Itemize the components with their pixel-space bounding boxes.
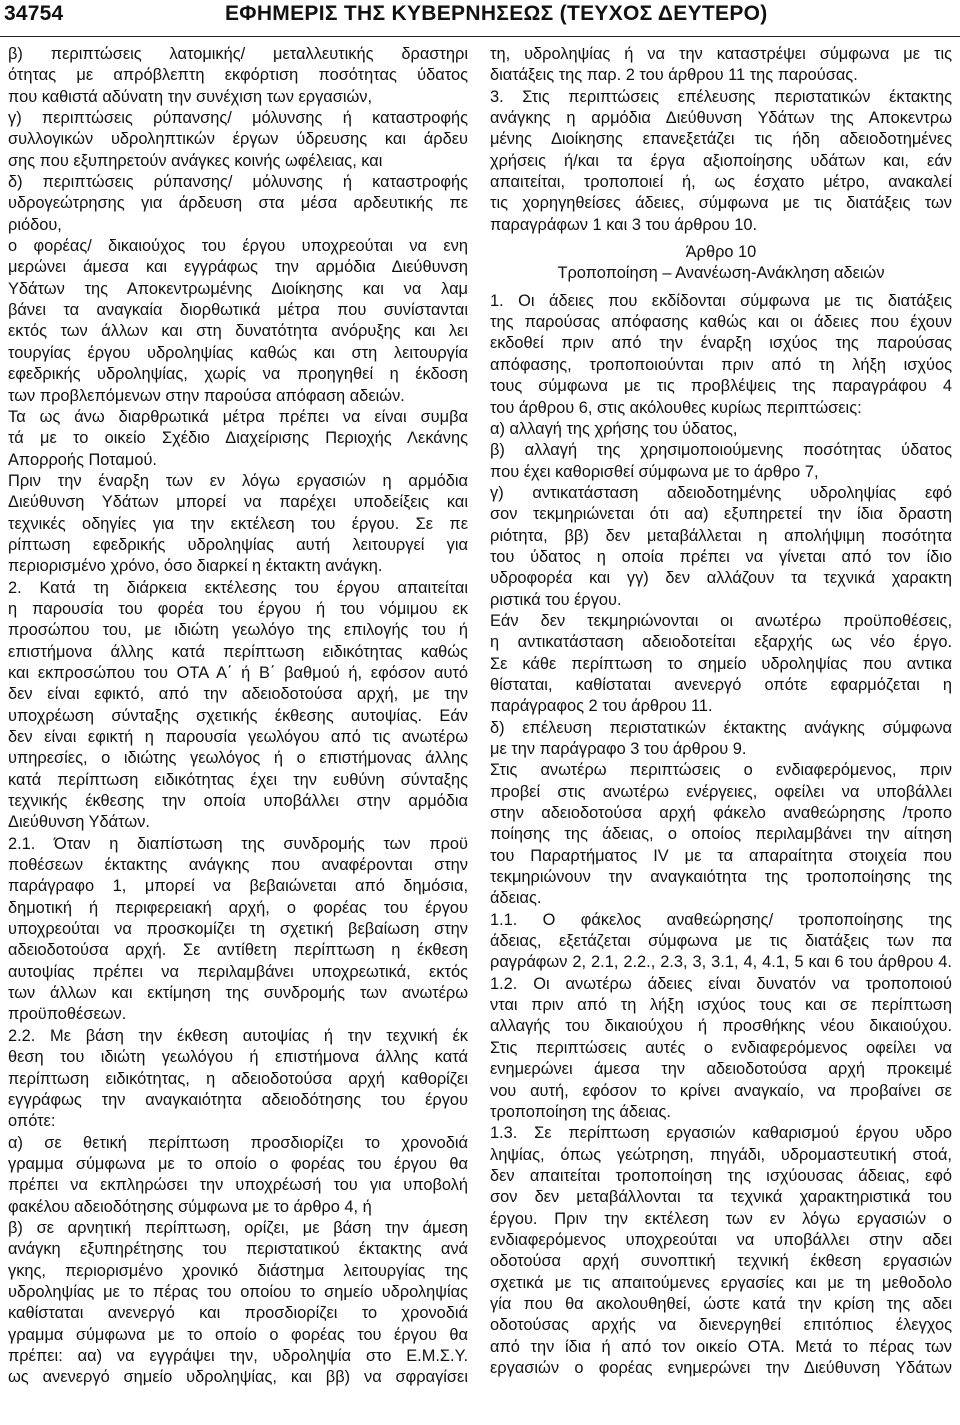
text-line: περίπτωση ειδικότητας, η αδειοδοτούσα αρχή καθορίζει	[8, 1069, 468, 1088]
text-line: τεχνικές οδηγίες για την εκτέλεση του έργου. Σε πε	[8, 514, 468, 533]
text-line: του ύδατος η οποία πρέπει να γίνεται από τον ίδιο	[490, 547, 952, 566]
text-line: πρέπει να εκπληρώσει την υποχρέωσή του για υποβολή	[8, 1176, 468, 1195]
text-line: από την ίδια ή από τον οικείο ΟΤΑ. Μετά το πέρας των	[490, 1337, 952, 1356]
text-line: ως ανενεργό σημείο υδροληψίας, και ββ) να σφραγίσει	[8, 1368, 468, 1387]
gazette-title: ΕΦΗΜΕΡΙΣ ΤΗΣ ΚΥΒΕΡΝΗΣΕΩΣ (ΤΕΥΧΟΣ ΔΕΥΤΕΡΟ)	[225, 2, 768, 25]
text-line: β) αλλαγή της χρησιμοποιούμενης ποσότητας ύδατος	[490, 441, 952, 460]
text-line: νται πριν από τη λήξη ισχύος τους και σε περίπτωση	[490, 996, 952, 1015]
text-line: εφεδρικής υδροληψίας, χωρίς να προηγηθεί η έκδοση	[8, 365, 468, 384]
text-line: εγγράφως την αναγκαιότητα αδειοδότησης του έργου	[8, 1090, 468, 1109]
text-line: εργασιών ο φορέας ενημερώνει την Διεύθυνση Υδάτων	[490, 1358, 952, 1377]
text-line: οδοτούσα αρχή συνοπτική τεχνική έκθεση εργασιών	[490, 1252, 952, 1271]
text-line: περιορισμένο χρόνο, όσο διαρκεί η έκτακτη ανάγκη.	[8, 557, 383, 576]
text-line: αυτοψίας πρέπει να περιλαμβάνει υποχρεωτικά, εκτός	[8, 962, 468, 981]
text-line: της παρούσας απόφασης καθώς και οι άδειες που έχουν	[490, 313, 952, 332]
text-line: υδροληψίας με το πέρας του οποίου το σημείο υδροληψίας	[8, 1282, 468, 1301]
text-line: ριότητα, ββ) δεν μεταβάλλεται η απολήψιμη ποσότητα	[490, 526, 952, 545]
text-line: 2. Κατά τη διάρκεια εκτέλεσης του έργου απαιτείται	[8, 578, 468, 597]
text-line: οπότε:	[8, 1112, 56, 1131]
text-line: ότητας με απρόβλεπτη εκφόρτιση ποσότητας ύδατος	[8, 66, 468, 85]
text-line: β) περιπτώσεις λατομικής/ μεταλλευτικής δραστηρι	[8, 45, 468, 63]
text-line: υποχρέωση σύνταξης σχετικής έκθεσης αυτοψίας. Εάν	[8, 706, 468, 725]
text-line: 1.3. Σε περίπτωση εργασιών καθαρισμού έργου υδρο	[490, 1124, 952, 1143]
text-line: τεκμηριώνουν την αναγκαιότητα της τροποποίησης της	[490, 868, 952, 887]
text-line: ενημερώνει άμεσα την αδειοδοτούσα αρχή προκειμέ	[490, 1060, 952, 1079]
text-line: με την παράγραφο 3 του άρθρου 9.	[490, 740, 747, 758]
text-line: δεν απαιτείται τροποποίηση της ισχύουσας άδειας, εφό	[490, 1166, 952, 1185]
text-line: φακέλου αδειοδότησης σύμφωνα με το άρθρο 4, ή	[8, 1197, 372, 1216]
text-line: τεχνικής έκθεσης την οποία υποβάλλει στην αρμόδια	[8, 792, 468, 811]
text-line: 1. Οι άδειες που εκδίδονται σύμφωνα με τις διατάξεις	[490, 291, 952, 310]
text-line: που έχει καθορισθεί σύμφωνα με το άρθρο 7,	[490, 462, 819, 481]
text-line: 3. Στις περιπτώσεις επέλευσης περιστατικών έκτακτης	[490, 87, 952, 106]
text-line: που καθιστά αδύνατη την συνέχιση των εργασιών,	[8, 87, 373, 106]
text-line: συλλογικών υδροληπτικών έργων ύδρευσης και άρδευ	[8, 130, 468, 149]
text-line: ριστικά του έργου.	[490, 590, 622, 609]
text-line: μερώνει άμεσα και εγγράφως την αρμόδια Διεύθυνση	[8, 258, 468, 277]
text-line: η παρουσία του φορέα του έργου ή του νόμιμου εκ	[8, 599, 468, 618]
page-number: 34754	[4, 2, 64, 25]
text-line: προϋποθέσεων.	[8, 1005, 127, 1024]
text-line: ριόδου,	[8, 215, 62, 234]
text-line: β) σε αρνητική περίπτωση, ορίζει, με βάση την άμεση	[8, 1218, 468, 1237]
text-line: θεση του ιδιώτη γεωλόγου ή επιστήμονα άλλης κατά	[8, 1048, 468, 1067]
text-line: ρίπτωση εφεδρικής υδροληψίας αυτή λειτουργεί για	[8, 535, 468, 554]
text-line: βάνει τα αναγκαία διορθωτικά μέτρα που συνίστανται	[8, 301, 468, 320]
text-line: σον δεν μεταβάλλονται τα τεχνικά χαρακτηριστικά του	[490, 1188, 952, 1207]
text-line: σον τεκμηριώνεται ότι αα) εξυπηρετεί την ίδια δραστη	[490, 505, 952, 524]
text-line: Διεύθυνση Υδάτων.	[8, 813, 150, 832]
right-text-column	[490, 44, 952, 1379]
text-line: δεν είναι εφικτό, από την αδειοδοτούσα αρχή, με την	[8, 685, 468, 704]
text-line: σχετικά με τις απαιτούμενες εργασίες και με τη μεθοδολο	[490, 1273, 952, 1292]
text-line: η αντικατάσταση αδειοδοτείται εξαρχής ως νέο έργο.	[490, 633, 952, 652]
text-line: άδειας, εξετάζεται σύμφωνα με τις διατάξεις των πα	[490, 932, 952, 951]
text-line: απαιτείται, τροποποιεί ή, ως έσχατο μέτρο, ανακαλεί	[490, 173, 952, 192]
text-line: απόφασης, τροποποιούνται πριν από τη λήξη ισχύος	[490, 355, 952, 374]
text-line: α) αλλαγή της χρήσης του ύδατος,	[490, 419, 738, 438]
text-line: εκτός των άλλων και στη δυνατότητα ανόρυξης και λει	[8, 322, 468, 341]
text-line: του άρθρου 6, στις ακόλουθες κυρίως περιπτώσεις:	[490, 398, 862, 417]
text-line: πρέπει: αα) να εγγράψει την, υδροληψία στο Ε.Μ.Σ.Υ.	[8, 1346, 468, 1365]
text-line: διατάξεις της παρ. 2 του άρθρου 11 της παρούσας.	[490, 66, 858, 85]
text-line: δημοτική ή περιφερειακή αρχή, ο φορέας του έργου	[8, 898, 468, 917]
text-line: ποθέσεων έκτακτης ανάγκης που αναφέρονται στην	[8, 856, 468, 875]
text-line: ποίησης της άδειας, ο οποίος περιλαμβάνει την αίτηση	[490, 825, 952, 844]
text-line: γ) αντικατάσταση αδειοδοτημένης υδροληψίας εφό	[490, 483, 952, 502]
text-line: γ) περιπτώσεις ρύπανσης/ μόλυνσης ή καταστροφής	[8, 109, 468, 128]
text-line: Στις ανωτέρω περιπτώσεις ο ενδιαφερόμενος, πριν	[490, 761, 952, 780]
text-line: τις χορηγηθείσες άδειες, σύμφωνα με τις διατάξεις των	[490, 194, 952, 213]
text-line: χρήσεις ή/και τα έργα αξιοποίησης υδάτων και, εάν	[490, 151, 952, 170]
text-line: τουργίας έργου υδροληψίας καθώς και στη λειτουργία	[8, 343, 468, 362]
text-line: 1.1. Ο φάκελος αναθεώρησης/ τροποποίησης της	[490, 910, 952, 929]
text-line: γκης, περιορισμένο χρονικό διάστημα λειτουργίας της	[8, 1261, 468, 1280]
article-heading: Τροποποίηση – Ανανέωση-Ανάκληση αδειών	[557, 264, 885, 283]
text-line: παράγραφος 2 του άρθρου 11.	[490, 697, 713, 716]
text-line: υδροφορέα και γγ) δεν αλλάζουν τα τεχνικά χαρακτη	[490, 569, 952, 588]
text-line: τά με το οικείο Σχέδιο Διαχείρισης Περιοχής Λεκάνης	[8, 429, 468, 448]
text-line: 2.2. Με βάση την έκθεση αυτοψίας ή την τεχνική έκ	[8, 1026, 468, 1045]
text-line: δ) περιπτώσεις ρύπανσης/ μόλυνσης ή καταστροφής	[8, 173, 468, 192]
left-text-column	[8, 44, 468, 1389]
text-line: επιστήμονα άλλης κατά περίπτωση ειδικότητας καθώς	[8, 642, 468, 661]
text-line: αλλαγής του δικαιούχου ή προσθήκης νέου δικαιούχου.	[490, 1017, 952, 1036]
text-line: γραμμα σύμφωνα με το οποίο ο φορέας του έργου θα	[8, 1154, 468, 1173]
text-line: σης που εξυπηρετούν ανάγκες κοινής ωφέλειας, και	[8, 151, 383, 170]
text-line: υδρογεώτρησης για άρδευση στα μέσα αρδευτικής πε	[8, 194, 468, 213]
text-line: Απορροής Ποταμού.	[8, 450, 157, 469]
text-line: δ) επέλευση περιστατικών έκτακτης ανάγκης σύμφωνα	[490, 718, 952, 737]
text-line: εκδοθεί πριν από την έναρξη ισχύος της παρούσας	[490, 334, 952, 353]
text-line: καθίσταται ανενεργό και προσδιορίζει το χρονοδιά	[8, 1304, 468, 1323]
text-line: οδοτούσας αρχής να διενεργηθεί επιτόπιος έλεγχος	[490, 1316, 952, 1335]
text-line: γραμμα σύμφωνα με το οποίο ο φορέας του έργου θα	[8, 1325, 468, 1344]
text-line: των προβλεπόμενων στην παρούσα απόφαση αδειών.	[8, 386, 405, 405]
text-line: υπηρεσίες, ο ιδιώτης γεωλόγος ή ο επιστήμονας άλλης	[8, 749, 468, 768]
text-line: τροποποίηση της άδειας.	[490, 1102, 671, 1121]
text-line: Εάν δεν τεκμηριώνονται οι ανωτέρω προϋποθέσεις,	[490, 611, 952, 630]
text-line: ανάγκης η αρμόδια Διεύθυνση Υδάτων της Αποκεντρω	[490, 109, 952, 128]
text-line: τους σύμφωνα με τις προβλέψεις της παραγράφου 4	[490, 377, 952, 396]
text-line: τη, υδροληψίας ή να την καταστρέψει σύμφωνα με τις	[490, 45, 952, 63]
text-line: του Παραρτήματος IV με τα απαραίτητα στοιχεία που	[490, 846, 952, 865]
text-line: Στις περιπτώσεις αυτές ο ενδιαφερόμενος οφείλει να	[490, 1038, 952, 1057]
text-line: Διεύθυνση Υδάτων μπορεί να παρέχει υποδείξεις και	[8, 493, 468, 512]
text-line: κατά περίπτωση ειδικότητας έχει την ευθύνη σύνταξης	[8, 770, 468, 789]
text-line: και εκπροσώπου του ΟΤΑ Α΄ ή Β΄ βαθμού ή, εφόσον αυτό	[8, 663, 468, 682]
page-header	[0, 0, 960, 37]
text-line: Υδάτων της Αποκεντρωμένης Διοίκησης και να λαμ	[8, 279, 468, 298]
text-line: δεν είναι εφικτή η παρουσία γεωλόγου από τις ανωτέρω	[8, 728, 468, 746]
text-line: άδειας.	[490, 889, 542, 908]
text-line: στην αδειοδοτούσα αρχή φάκελο αναθεώρησης /τροπο	[490, 804, 952, 823]
text-line: 2.1. Όταν η διαπίστωση της συνδρομής των προϋ	[8, 834, 468, 853]
text-line: παράγραφο 1, μπορεί να βεβαιώνεται από δημόσια,	[8, 877, 468, 896]
text-line: μένης Διοίκησης επανεξετάζει τις ήδη αδειοδοτημένες	[490, 130, 952, 149]
text-line: νου αυτή, εφόσον το κρίνει αναγκαίο, να προβαίνει σε	[490, 1081, 952, 1100]
text-line: γία που θα ακολουθηθεί, ώστε κατά την κρίση της αδει	[490, 1294, 952, 1313]
text-line: ο φορέας/ δικαιούχος του έργου υποχρεούται να ενη	[8, 237, 468, 256]
text-line: προβεί στις ανωτέρω ενέργειες, οφείλει να υποβάλλει	[490, 782, 952, 801]
text-line: Τα ως άνω διαρθρωτικά μέτρα πρέπει να είναι συμβα	[8, 407, 468, 426]
text-line: των άλλων και εκτίμηση της συνδρομής των ανωτέρω	[8, 984, 468, 1003]
text-line: παραγράφων 1 και 3 του άρθρου 10.	[490, 215, 758, 234]
article-heading: Άρθρο 10	[685, 243, 757, 262]
text-line: Πριν την έναρξη των εν λόγω εργασιών η αρμόδια	[8, 471, 468, 490]
text-line: προσώπου του, με ιδιώτη γεωλόγο της επιλογής του ή	[8, 621, 468, 640]
text-line: υποχρεούται να προσκομίζει τη σχετική βεβαίωση στην	[8, 920, 468, 939]
text-line: έργου. Πριν την εκτέλεση των εν λόγω εργασιών ο	[490, 1209, 952, 1228]
text-line: θίσταται, καθίσταται ανενεργό οπότε εφαρμόζεται η	[490, 675, 952, 694]
text-line: ληψίας, όπως γεώτρηση, πηγάδι, υδρομαστευτική στοά,	[490, 1145, 952, 1164]
text-line: α) σε θετική περίπτωση προσδιορίζει το χρονοδιά	[8, 1133, 468, 1152]
text-line: ανάγκη εξυπηρέτησης του περιστατικού έκτακτης ανά	[8, 1240, 468, 1259]
text-line: ραγράφων 2, 2.1, 2.2., 2.3, 3, 3.1, 4, 4.1, 5 και 6 του άρθρου 4.	[490, 953, 952, 972]
text-line: 1.2. Οι ανωτέρω άδειες είναι δυνατόν να τροποποιού	[490, 974, 952, 993]
text-line: Σε κάθε περίπτωση το σημείο υδροληψίας που αντικα	[490, 654, 952, 673]
text-line: αδειοδοτούσα αρχή. Σε αντίθετη περίπτωση η έκθεση	[8, 941, 468, 960]
text-line: ενδιαφερόμενος υποχρεούται να υποβάλλει στην αδει	[490, 1230, 952, 1249]
